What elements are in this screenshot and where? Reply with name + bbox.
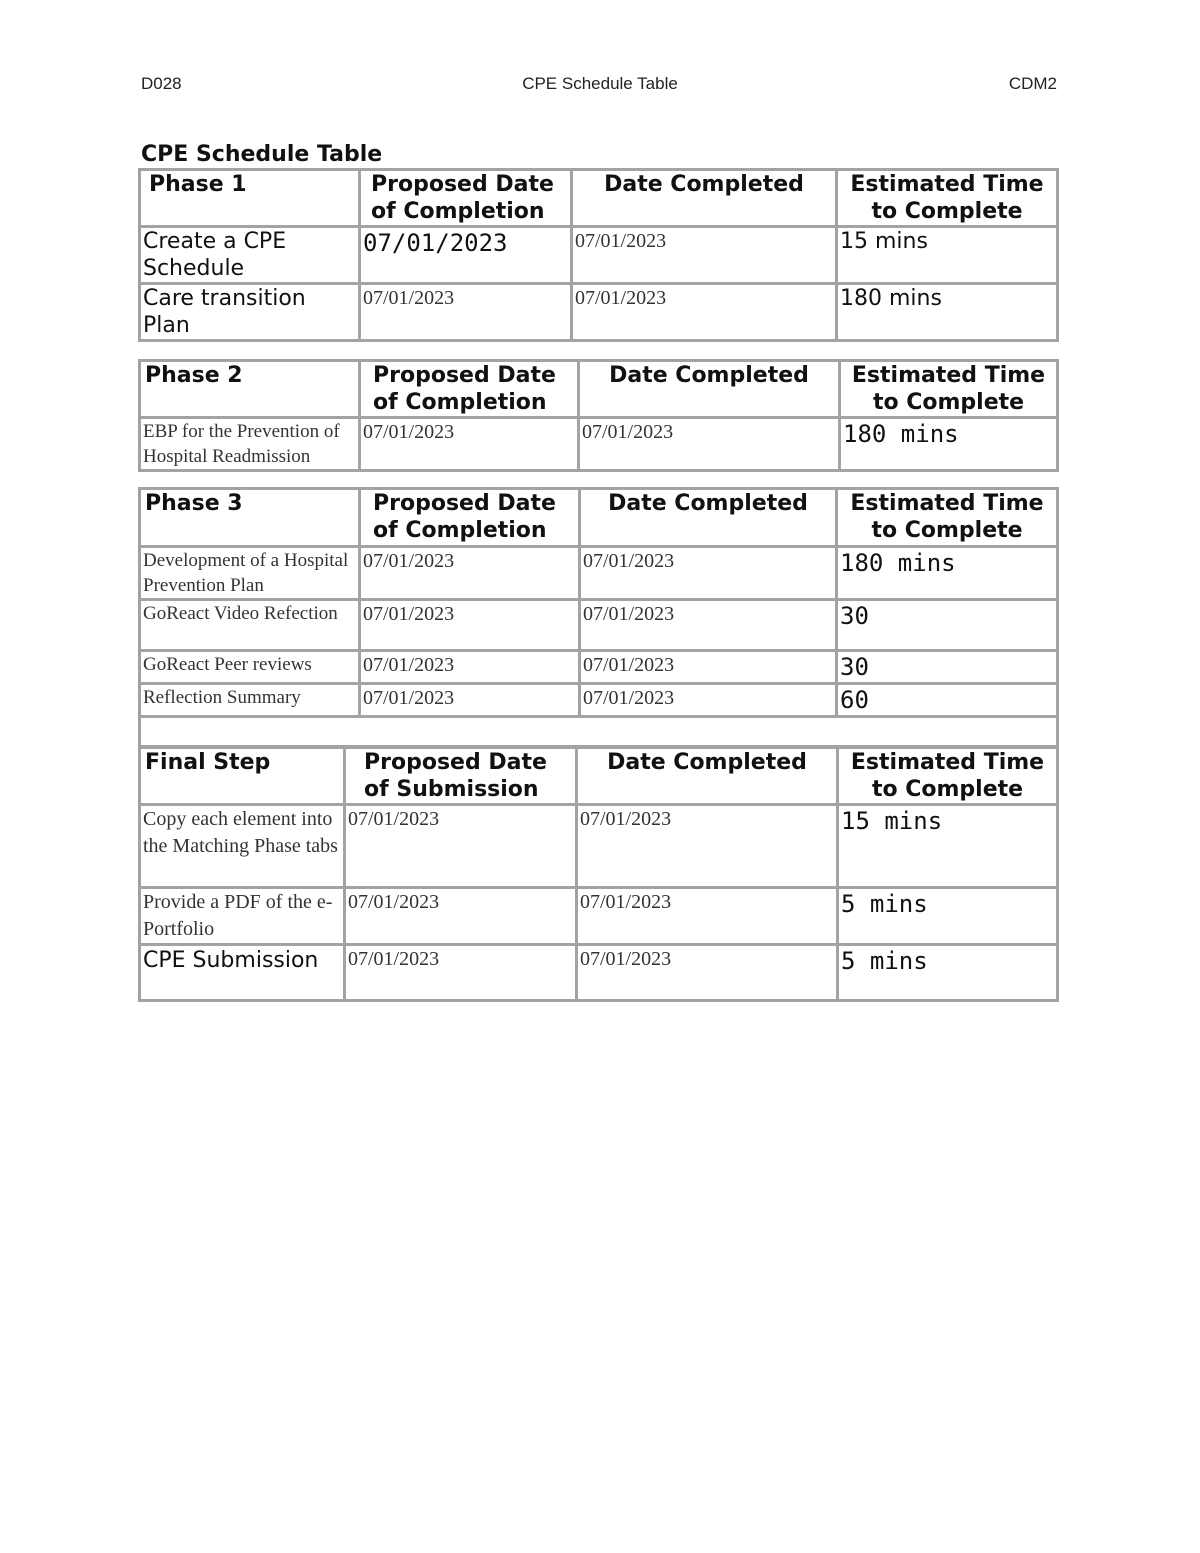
cell-date-completed: 07/01/2023 [580,684,837,717]
table-header-row [140,748,1058,805]
empty-cell [140,717,1058,747]
cell-task: Development of a Hospital Prevention Plan [140,547,360,600]
column-header: Phase 1 [140,170,360,227]
document-title: CPE Schedule Table [141,142,383,167]
cell-task: Provide a PDF of the e-Portfolio [140,888,345,945]
cell-estimated-time: 30 [837,600,1058,651]
column-header: Date Completed [580,489,837,547]
column-header: Estimated Time to Complete [840,361,1058,418]
cell-date-completed: 07/01/2023 [580,600,837,651]
cell-proposed-date: 07/01/2023 [360,600,580,651]
table-row [140,418,1058,471]
header-center: CPE Schedule Table [522,74,678,93]
cell-estimated-time: 5 mins [838,945,1058,1001]
cell-date-completed: 07/01/2023 [577,888,838,945]
column-header: Estimated Time to Complete [838,748,1058,805]
cell-date-completed: 07/01/2023 [579,418,840,471]
cell-date-completed: 07/01/2023 [577,945,838,1001]
cell-proposed-date: 07/01/2023 [345,888,577,945]
cell-date-completed: 07/01/2023 [572,284,837,341]
cell-task: CPE Submission [140,945,345,1001]
column-header: Date Completed [572,170,837,227]
cell-proposed-date: 07/01/2023 [345,805,577,888]
cell-date-completed: 07/01/2023 [580,547,837,600]
table-header-row [140,170,1058,227]
header-right: CDM2 [1008,74,1057,93]
empty-row [140,717,1058,747]
table-row [140,600,1058,651]
table-row [140,651,1058,684]
cell-estimated-time: 180 mins [840,418,1058,471]
table-row [140,547,1058,600]
table-row [140,684,1058,717]
column-header: Date Completed [579,361,840,418]
column-header: Proposed Date of Completion [360,170,572,227]
cell-task: Copy each element into the Matching Phase tabs [140,805,345,888]
cell-date-completed: 07/01/2023 [572,227,837,284]
cell-proposed-date: 07/01/2023 [360,418,579,471]
column-header: Final Step [140,748,345,805]
phase3-table [138,487,1059,748]
table-header-row [140,489,1058,547]
cell-estimated-time: 15 mins [837,227,1058,284]
cell-proposed-date: 07/01/2023 [360,227,572,284]
cell-proposed-date: 07/01/2023 [360,684,580,717]
final-step-table [138,746,1059,1002]
column-header: Phase 2 [140,361,360,418]
column-header: Phase 3 [140,489,360,547]
column-header: Estimated Time to Complete [837,489,1058,547]
cell-proposed-date: 07/01/2023 [360,547,580,600]
cell-date-completed: 07/01/2023 [577,805,838,888]
header-left: D028 [141,74,182,93]
column-header: Date Completed [577,748,838,805]
cell-proposed-date: 07/01/2023 [345,945,577,1001]
table-row [140,888,1058,945]
column-header: Proposed Date of Completion [360,361,579,418]
table-row [140,284,1058,341]
column-header: Proposed Date of Submission [345,748,577,805]
cell-task: EBP for the Prevention of Hospital Readmission [140,418,360,471]
table-header-row [140,361,1058,418]
cell-task: GoReact Peer reviews [140,651,360,684]
table-row [140,227,1058,284]
cell-proposed-date: 07/01/2023 [360,284,572,341]
cell-estimated-time: 15 mins [838,805,1058,888]
cell-estimated-time: 30 [837,651,1058,684]
cell-estimated-time: 60 [837,684,1058,717]
cell-estimated-time: 180 mins [837,284,1058,341]
cell-task: Create a CPE Schedule [140,227,360,284]
column-header: Proposed Date of Completion [360,489,580,547]
cell-proposed-date: 07/01/2023 [360,651,580,684]
table-row [140,945,1058,1001]
table-row [140,805,1058,888]
phase1-table [138,168,1059,342]
phase2-table [138,359,1059,472]
cell-date-completed: 07/01/2023 [580,651,837,684]
cell-task: GoReact Video Refection [140,600,360,651]
cell-estimated-time: 5 mins [838,888,1058,945]
cell-task: Reflection Summary [140,684,360,717]
cell-task: Care transition Plan [140,284,360,341]
column-header: Estimated Time to Complete [837,170,1058,227]
cell-estimated-time: 180 mins [837,547,1058,600]
